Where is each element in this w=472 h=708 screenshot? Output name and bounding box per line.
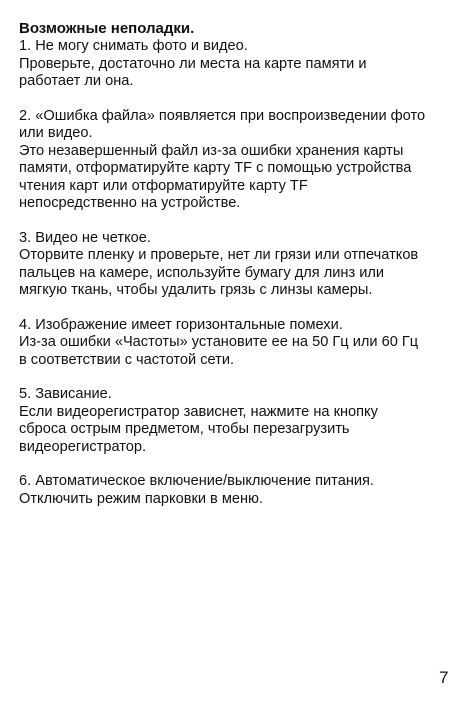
item-text-line: непосредственно на устройстве. [19, 195, 241, 211]
item-title: 3. Видео не четкое. [19, 229, 151, 246]
troubleshooting-item-3 [19, 230, 459, 300]
item-text-line: мягкую ткань, чтобы удалить грязь с линзы камеры. [19, 282, 373, 298]
troubleshooting-section [19, 20, 459, 525]
item-text-line: Из-за ошибки «Частоты» установите ее на 50 Гц или 60 Гц [19, 334, 419, 350]
item-title: 6. Автоматическое включение/выключение питания. [19, 473, 374, 489]
troubleshooting-item-1 [19, 38, 459, 91]
troubleshooting-item-5 [19, 386, 459, 456]
item-text-line: видеорегистратор. [19, 438, 147, 455]
troubleshooting-item-6 [19, 473, 459, 508]
troubleshooting-item-4 [19, 317, 459, 370]
item-title: 2. «Ошибка файла» появляется при воспроизведении фото [19, 107, 426, 124]
item-text-line: Отключить режим парковки в меню. [19, 490, 264, 507]
item-text-line: памяти, отформатируйте карту TF с помощью устройства [19, 160, 412, 176]
item-text-line: пальцев на камере, используйте бумагу для линз или [19, 264, 385, 281]
troubleshooting-item-2 [19, 108, 459, 213]
item-text-line: в соответствии с частотой сети. [19, 351, 235, 368]
page-number: 7 [439, 668, 449, 687]
item-text-line: Это незавершенный файл из-за ошибки хранения карты [19, 142, 404, 159]
item-text-line: работает ли она. [19, 73, 134, 89]
item-text-line: Проверьте, достаточно ли места на карте памяти и [19, 55, 367, 72]
item-text-line: или видео. [19, 125, 93, 141]
item-text-line: Оторвите пленку и проверьте, нет ли грязи или отпечатков [19, 247, 419, 263]
item-text-line: Если видеорегистратор зависнет, нажмите на кнопку [19, 403, 378, 420]
item-text-line: чтения карт или отформатируйте карту TF [19, 177, 308, 194]
item-title: 4. Изображение имеет горизонтальные помехи. [19, 316, 343, 333]
section-heading: Возможные неполадки. [19, 20, 195, 37]
item-title: 1. Не могу снимать фото и видео. [19, 38, 248, 54]
item-title: 5. Зависание. [19, 386, 112, 402]
item-text-line: сброса острым предметом, чтобы перезагрузить [19, 421, 350, 437]
